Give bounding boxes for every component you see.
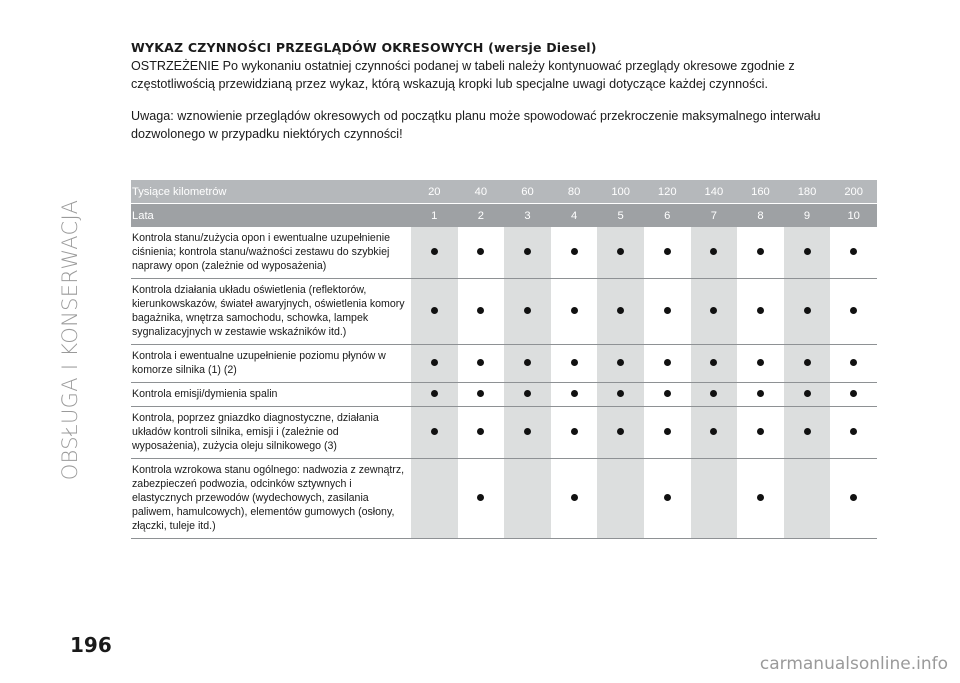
scheduled-dot-icon: [571, 428, 578, 435]
schedule-cell: [597, 345, 644, 383]
scheduled-dot-icon: [477, 428, 484, 435]
schedule-cell: [784, 459, 831, 539]
scheduled-dot-icon: [524, 307, 531, 314]
scheduled-dot-icon: [431, 248, 438, 255]
schedule-cell: [411, 345, 458, 383]
kilometers-value: 160: [737, 180, 784, 204]
scheduled-dot-icon: [804, 428, 811, 435]
schedule-cell: [830, 345, 877, 383]
scheduled-dot-icon: [757, 494, 764, 501]
schedule-cell: [691, 407, 738, 459]
table-row: [131, 459, 877, 539]
scheduled-dot-icon: [524, 359, 531, 366]
scheduled-dot-icon: [850, 359, 857, 366]
scheduled-dot-icon: [850, 494, 857, 501]
schedule-cell: [691, 459, 738, 539]
schedule-cell: [458, 407, 505, 459]
operation-label: Kontrola emisji/dymienia spalin: [132, 388, 278, 400]
table-body: [131, 227, 877, 539]
scheduled-dot-icon: [477, 494, 484, 501]
operation-label: Kontrola działania układu oświetlenia (reflektorów, kierunkowskazów, świateł awaryjnych, oświetlenia komory bagażnika, wnętrza samochodu, schowka, lampek sygnalizacyjnych w zestawie wskaźników itd.): [132, 284, 405, 338]
schedule-cell: [551, 227, 598, 279]
scheduled-dot-icon: [710, 359, 717, 366]
kilometers-value: 100: [597, 180, 644, 204]
scheduled-dot-icon: [617, 359, 624, 366]
schedule-cell: [551, 279, 598, 345]
years-header: Lata: [131, 204, 411, 228]
schedule-cell: [597, 459, 644, 539]
years-value: 1: [411, 204, 458, 228]
kilometers-header: Tysiące kilometrów: [131, 180, 411, 204]
schedule-cell: [691, 383, 738, 407]
schedule-cell: [458, 459, 505, 539]
scheduled-dot-icon: [757, 248, 764, 255]
kilometers-value: 120: [644, 180, 691, 204]
kilometers-header-row: [131, 180, 877, 204]
schedule-cell: [644, 345, 691, 383]
schedule-cell: [691, 279, 738, 345]
chapter-side-label: OBSŁUGA I KONSERWACJA: [58, 199, 82, 481]
scheduled-dot-icon: [431, 390, 438, 397]
schedule-cell: [644, 383, 691, 407]
operation-label: Kontrola stanu/zużycia opon i ewentualne uzupełnienie ciśnienia; kontrola stanu/ważności zestawu do szybkiej naprawy opon (zależnie od wyposażenia): [132, 232, 390, 272]
schedule-cell: [784, 407, 831, 459]
scheduled-dot-icon: [524, 428, 531, 435]
scheduled-dot-icon: [571, 359, 578, 366]
kilometers-value: 140: [691, 180, 738, 204]
scheduled-dot-icon: [431, 359, 438, 366]
scheduled-dot-icon: [664, 359, 671, 366]
schedule-cell: [644, 459, 691, 539]
years-value: 9: [784, 204, 831, 228]
scheduled-dot-icon: [664, 307, 671, 314]
schedule-cell: [737, 383, 784, 407]
table-row: [131, 227, 877, 279]
scheduled-dot-icon: [571, 494, 578, 501]
kilometers-value: 200: [830, 180, 877, 204]
years-value: 7: [691, 204, 738, 228]
schedule-cell: [784, 279, 831, 345]
schedule-cell: [504, 345, 551, 383]
scheduled-dot-icon: [571, 390, 578, 397]
schedule-cell: [737, 345, 784, 383]
years-value: 5: [597, 204, 644, 228]
page-number: 196: [70, 633, 112, 657]
scheduled-dot-icon: [571, 307, 578, 314]
table-row: [131, 345, 877, 383]
scheduled-dot-icon: [617, 307, 624, 314]
scheduled-dot-icon: [710, 390, 717, 397]
schedule-cell: [737, 407, 784, 459]
scheduled-dot-icon: [804, 248, 811, 255]
kilometers-value: 20: [411, 180, 458, 204]
schedule-cell: [411, 407, 458, 459]
schedule-cell: [691, 227, 738, 279]
scheduled-dot-icon: [710, 248, 717, 255]
schedule-cell: [458, 345, 505, 383]
scheduled-dot-icon: [617, 248, 624, 255]
schedule-cell: [784, 383, 831, 407]
scheduled-dot-icon: [571, 248, 578, 255]
scheduled-dot-icon: [477, 390, 484, 397]
scheduled-dot-icon: [757, 428, 764, 435]
schedule-cell: [504, 227, 551, 279]
kilometers-value: 80: [551, 180, 598, 204]
schedule-cell: [551, 383, 598, 407]
schedule-cell: [644, 227, 691, 279]
schedule-cell: [644, 407, 691, 459]
scheduled-dot-icon: [617, 428, 624, 435]
schedule-cell: [737, 279, 784, 345]
table-row: [131, 279, 877, 345]
years-value: 2: [458, 204, 505, 228]
kilometers-value: 40: [458, 180, 505, 204]
table-row: [131, 407, 877, 459]
scheduled-dot-icon: [804, 359, 811, 366]
page-title: WYKAZ CZYNNOŚCI PRZEGLĄDÓW OKRESOWYCH (wersje Diesel): [131, 40, 597, 55]
scheduled-dot-icon: [477, 248, 484, 255]
scheduled-dot-icon: [710, 307, 717, 314]
schedule-cell: [504, 407, 551, 459]
schedule-cell: [784, 345, 831, 383]
scheduled-dot-icon: [524, 248, 531, 255]
scheduled-dot-icon: [477, 307, 484, 314]
scheduled-dot-icon: [804, 307, 811, 314]
maintenance-schedule-table: [131, 180, 877, 539]
kilometers-value: 180: [784, 180, 831, 204]
scheduled-dot-icon: [757, 390, 764, 397]
page-content: [131, 40, 877, 143]
note-paragraph: Uwaga: wznowienie przeglądów okresowych od początku planu może spowodować przekroczenie maksymalnego interwału dozwolonego w przypadku niektórych czynności!: [131, 109, 821, 141]
schedule-cell: [411, 383, 458, 407]
schedule-cell: [504, 459, 551, 539]
schedule-cell: [737, 459, 784, 539]
operation-label: Kontrola, poprzez gniazdko diagnostyczne, działania układów kontroli silnika, emisji i (zależnie od wyposażenia), zużycia oleju silnikowego (3): [132, 412, 379, 452]
years-value: 10: [830, 204, 877, 228]
scheduled-dot-icon: [850, 428, 857, 435]
schedule-cell: [784, 227, 831, 279]
kilometers-value: 60: [504, 180, 551, 204]
scheduled-dot-icon: [804, 390, 811, 397]
schedule-cell: [458, 383, 505, 407]
schedule-cell: [411, 279, 458, 345]
schedule-cell: [504, 279, 551, 345]
scheduled-dot-icon: [664, 428, 671, 435]
scheduled-dot-icon: [757, 307, 764, 314]
table-row: [131, 383, 877, 407]
schedule-cell: [691, 345, 738, 383]
schedule-cell: [597, 227, 644, 279]
years-header-row: [131, 204, 877, 228]
schedule-cell: [830, 279, 877, 345]
scheduled-dot-icon: [617, 390, 624, 397]
schedule-cell: [737, 227, 784, 279]
operation-label: Kontrola i ewentualne uzupełnienie poziomu płynów w komorze silnika (1) (2): [132, 350, 386, 376]
scheduled-dot-icon: [431, 428, 438, 435]
schedule-cell: [597, 407, 644, 459]
scheduled-dot-icon: [850, 390, 857, 397]
schedule-cell: [458, 227, 505, 279]
schedule-cell: [830, 383, 877, 407]
scheduled-dot-icon: [431, 307, 438, 314]
operation-label: Kontrola wzrokowa stanu ogólnego: nadwozia z zewnątrz, zabezpieczeń podwozia, odcinków sztywnych i elastycznych przewodów (wydechowych, zasilania paliwem, hamulcowych), elementów gumowych (osłony, złączki, tuleje itd.): [132, 464, 405, 532]
scheduled-dot-icon: [664, 390, 671, 397]
scheduled-dot-icon: [757, 359, 764, 366]
years-value: 3: [504, 204, 551, 228]
schedule-cell: [551, 345, 598, 383]
schedule-cell: [411, 227, 458, 279]
schedule-cell: [597, 279, 644, 345]
scheduled-dot-icon: [710, 428, 717, 435]
schedule-cell: [551, 459, 598, 539]
schedule-cell: [830, 227, 877, 279]
schedule-cell: [830, 407, 877, 459]
scheduled-dot-icon: [477, 359, 484, 366]
warning-paragraph: OSTRZEŻENIE Po wykonaniu ostatniej czynności podanej w tabeli należy kontynuować przeglądy okresowe zgodnie z częstotliwością przewidzianą przez wykaz, którą wskazują kropki lub specjalne uwagi dotyczące każdej czynności.: [131, 59, 795, 91]
years-value: 6: [644, 204, 691, 228]
years-value: 8: [737, 204, 784, 228]
schedule-cell: [644, 279, 691, 345]
schedule-cell: [458, 279, 505, 345]
scheduled-dot-icon: [664, 248, 671, 255]
watermark: carmanualsonline.info: [759, 654, 948, 674]
scheduled-dot-icon: [850, 248, 857, 255]
schedule-cell: [551, 407, 598, 459]
years-value: 4: [551, 204, 598, 228]
scheduled-dot-icon: [524, 390, 531, 397]
scheduled-dot-icon: [664, 494, 671, 501]
scheduled-dot-icon: [850, 307, 857, 314]
schedule-cell: [504, 383, 551, 407]
schedule-cell: [830, 459, 877, 539]
schedule-cell: [597, 383, 644, 407]
schedule-cell: [411, 459, 458, 539]
